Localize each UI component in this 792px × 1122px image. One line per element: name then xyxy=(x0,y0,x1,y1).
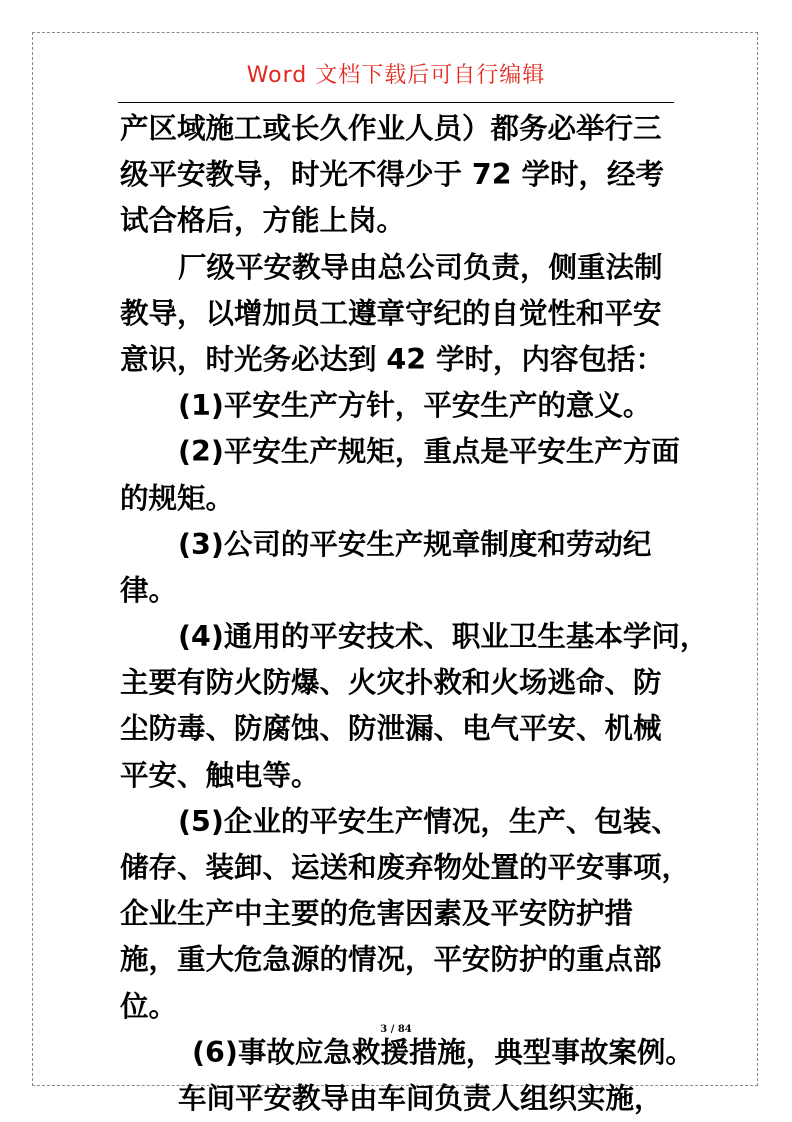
paragraph-start: 厂级平安教导由总公司负责，侧重法制 xyxy=(178,250,663,284)
paragraph-start: 车间平安教导由车间负责人组织实施， xyxy=(178,1081,663,1115)
text-line: 储存、装卸、运送和废弃物处置的平安事项， xyxy=(120,851,691,884)
text-line: 尘防毒、防腐蚀、防泄漏、电气平安、机械 xyxy=(120,712,662,746)
page-number: 3 / 84 xyxy=(380,1024,412,1035)
text-line: 位。 xyxy=(120,989,178,1023)
text-line: 律。 xyxy=(120,573,178,607)
document-body xyxy=(120,106,709,1122)
list-item: (4)通用的平安技术、职业卫生基本学问， xyxy=(178,620,709,654)
text-line: 试合格后，方能上岗。 xyxy=(120,204,406,238)
list-item: (3)公司的平安生产规章制度和劳动纪 xyxy=(178,527,652,561)
header-divider xyxy=(118,102,674,103)
text-line: 施，重大危急源的情况，平安防护的重点部 xyxy=(120,943,662,977)
document-header: Word 文档下载后可自行编辑 xyxy=(246,63,546,88)
list-item: (2)平安生产规矩，重点是平安生产方面 xyxy=(178,435,680,469)
text-line: 主要有防火防爆、火灾扑救和火场逃命、防 xyxy=(120,666,662,700)
text-line: 级平安教导，时光不得少于 72 学时，经考 xyxy=(120,158,665,192)
text-line: 产区域施工或长久作业人员）都务必举行三 xyxy=(120,112,662,145)
list-item: (5)企业的平安生产情况，生产、包装、 xyxy=(178,804,680,838)
list-item: (6)事故应急救援措施，典型事故案例。 xyxy=(192,1035,694,1069)
text-line: 的规矩。 xyxy=(120,481,235,515)
text-line: 企业生产中主要的危害因素及平安防护措 xyxy=(120,897,634,931)
list-item: (1)平安生产方针，平安生产的意义。 xyxy=(178,389,652,423)
text-line: 意识，时光务必达到 42 学时，内容包括： xyxy=(120,342,665,376)
text-line: 教导，以增加员工遵章守纪的自觉性和平安 xyxy=(120,296,662,330)
text-line: 平安、触电等。 xyxy=(120,758,320,792)
